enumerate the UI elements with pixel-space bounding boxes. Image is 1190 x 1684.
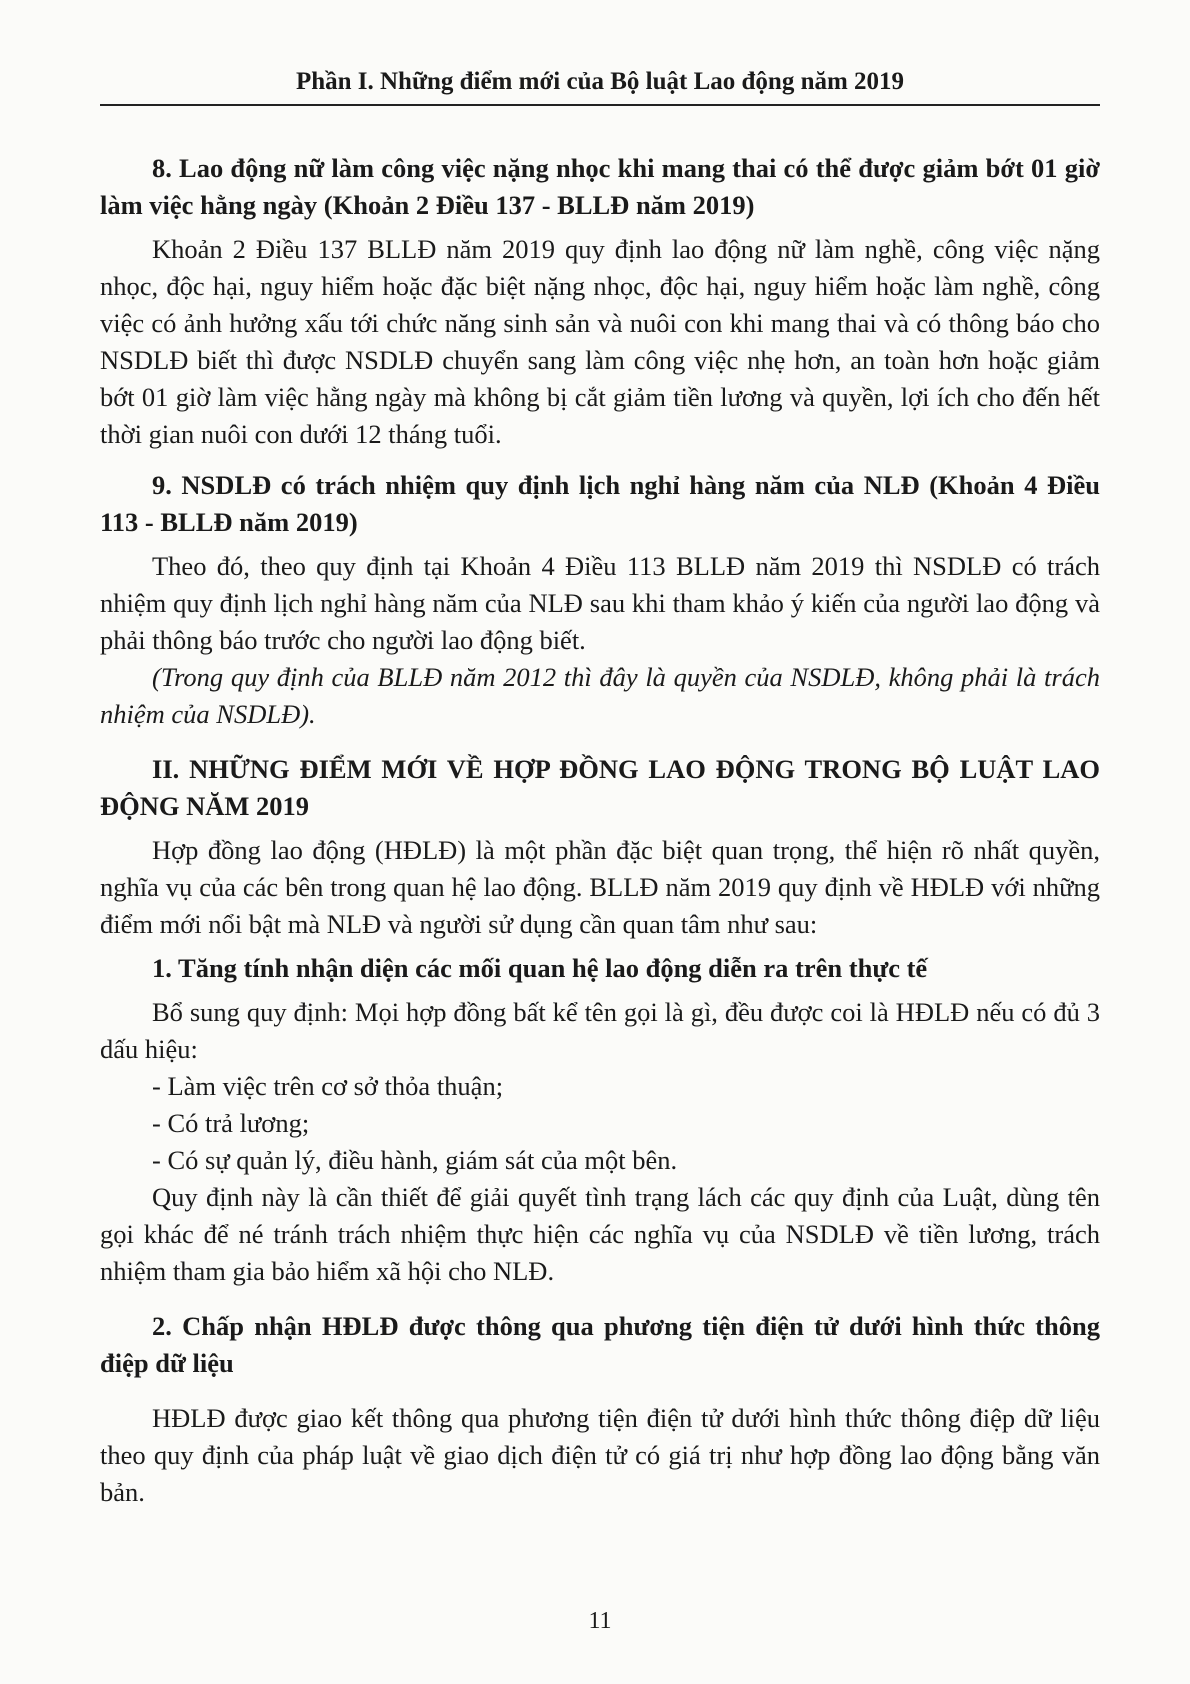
list-item: - Làm việc trên cơ sở thỏa thuận; <box>152 1071 504 1101</box>
document-page <box>100 0 1100 1684</box>
page-content <box>100 150 1100 1511</box>
section-9-paragraph: Theo đó, theo quy định tại Khoản 4 Điều 113 BLLĐ năm 2019 thì NSDLĐ có trách nhiệm quy định lịch nghỉ hàng năm của NLĐ sau khi tham khảo ý kiến của người lao động và phải thông báo trước cho người lao động biết. <box>100 551 1100 655</box>
point-2-paragraph: HĐLĐ được giao kết thông qua phương tiện điện tử dưới hình thức thông điệp dữ liệu theo quy định của pháp luật về giao dịch điện tử có giá trị như hợp đồng lao động bằng văn bản. <box>100 1403 1100 1507</box>
part-2-intro: Hợp đồng lao động (HĐLĐ) là một phần đặc biệt quan trọng, thể hiện rõ nhất quyền, nghĩa vụ của các bên trong quan hệ lao động. BLLĐ năm 2019 quy định về HĐLĐ với những điểm mới nổi bật mà NLĐ và người sử dụng cần quan tâm như sau: <box>100 835 1100 939</box>
section-9-note: (Trong quy định của BLLĐ năm 2012 thì đây là quyền của NSDLĐ, không phải là trách nhiệm của NSDLĐ). <box>100 662 1100 729</box>
list-item: - Có sự quản lý, điều hành, giám sát của một bên. <box>152 1145 678 1175</box>
point-1-heading: 1. Tăng tính nhận diện các mối quan hệ lao động diễn ra trên thực tế <box>152 953 928 983</box>
page-number: 11 <box>588 1608 612 1634</box>
running-header: Phần I. Những điểm mới của Bộ luật Lao động năm 2019 <box>295 68 905 95</box>
point-1-paragraph: Bổ sung quy định: Mọi hợp đồng bất kể tên gọi là gì, đều được coi là HĐLĐ nếu có đủ 3 dấu hiệu: <box>100 997 1100 1064</box>
point-1-conclusion: Quy định này là cần thiết để giải quyết tình trạng lách các quy định của Luật, dùng tên gọi khác để né tránh trách nhiệm thực hiện các nghĩa vụ của NSDLĐ về tiền lương, trách nhiệm tham gia bảo hiểm xã hội cho NLĐ. <box>100 1182 1100 1286</box>
section-8-heading: 8. Lao động nữ làm công việc nặng nhọc khi mang thai có thể được giảm bớt 01 giờ làm việc hằng ngày (Khoản 2 Điều 137 - BLLĐ năm 2019) <box>100 153 1100 220</box>
section-9-heading: 9. NSDLĐ có trách nhiệm quy định lịch nghỉ hàng năm của NLĐ (Khoản 4 Điều 113 - BLLĐ năm 2019) <box>100 470 1100 537</box>
list-item: - Có trả lương; <box>152 1108 310 1138</box>
point-2-heading: 2. Chấp nhận HĐLĐ được thông qua phương tiện điện tử dưới hình thức thông điệp dữ liệu <box>100 1311 1100 1378</box>
header-divider <box>100 104 1100 106</box>
section-8-paragraph: Khoản 2 Điều 137 BLLĐ năm 2019 quy định lao động nữ làm nghề, công việc nặng nhọc, độc hại, nguy hiểm hoặc đặc biệt nặng nhọc, độc hại, nguy hiểm hoặc làm nghề, công việc có ảnh hưởng xấu tới chức năng sinh sản và nuôi con khi mang thai và có thông báo cho NSDLĐ biết thì được NSDLĐ chuyển sang làm công việc nhẹ hơn, an toàn hơn hoặc giảm bớt 01 giờ làm việc hằng ngày mà không bị cắt giảm tiền lương và quyền, lợi ích cho đến hết thời gian nuôi con dưới 12 tháng tuổi. <box>100 234 1100 449</box>
part-2-heading: II. NHỮNG ĐIỂM MỚI VỀ HỢP ĐỒNG LAO ĐỘNG TRONG BỘ LUẬT LAO ĐỘNG NĂM 2019 <box>100 754 1100 821</box>
